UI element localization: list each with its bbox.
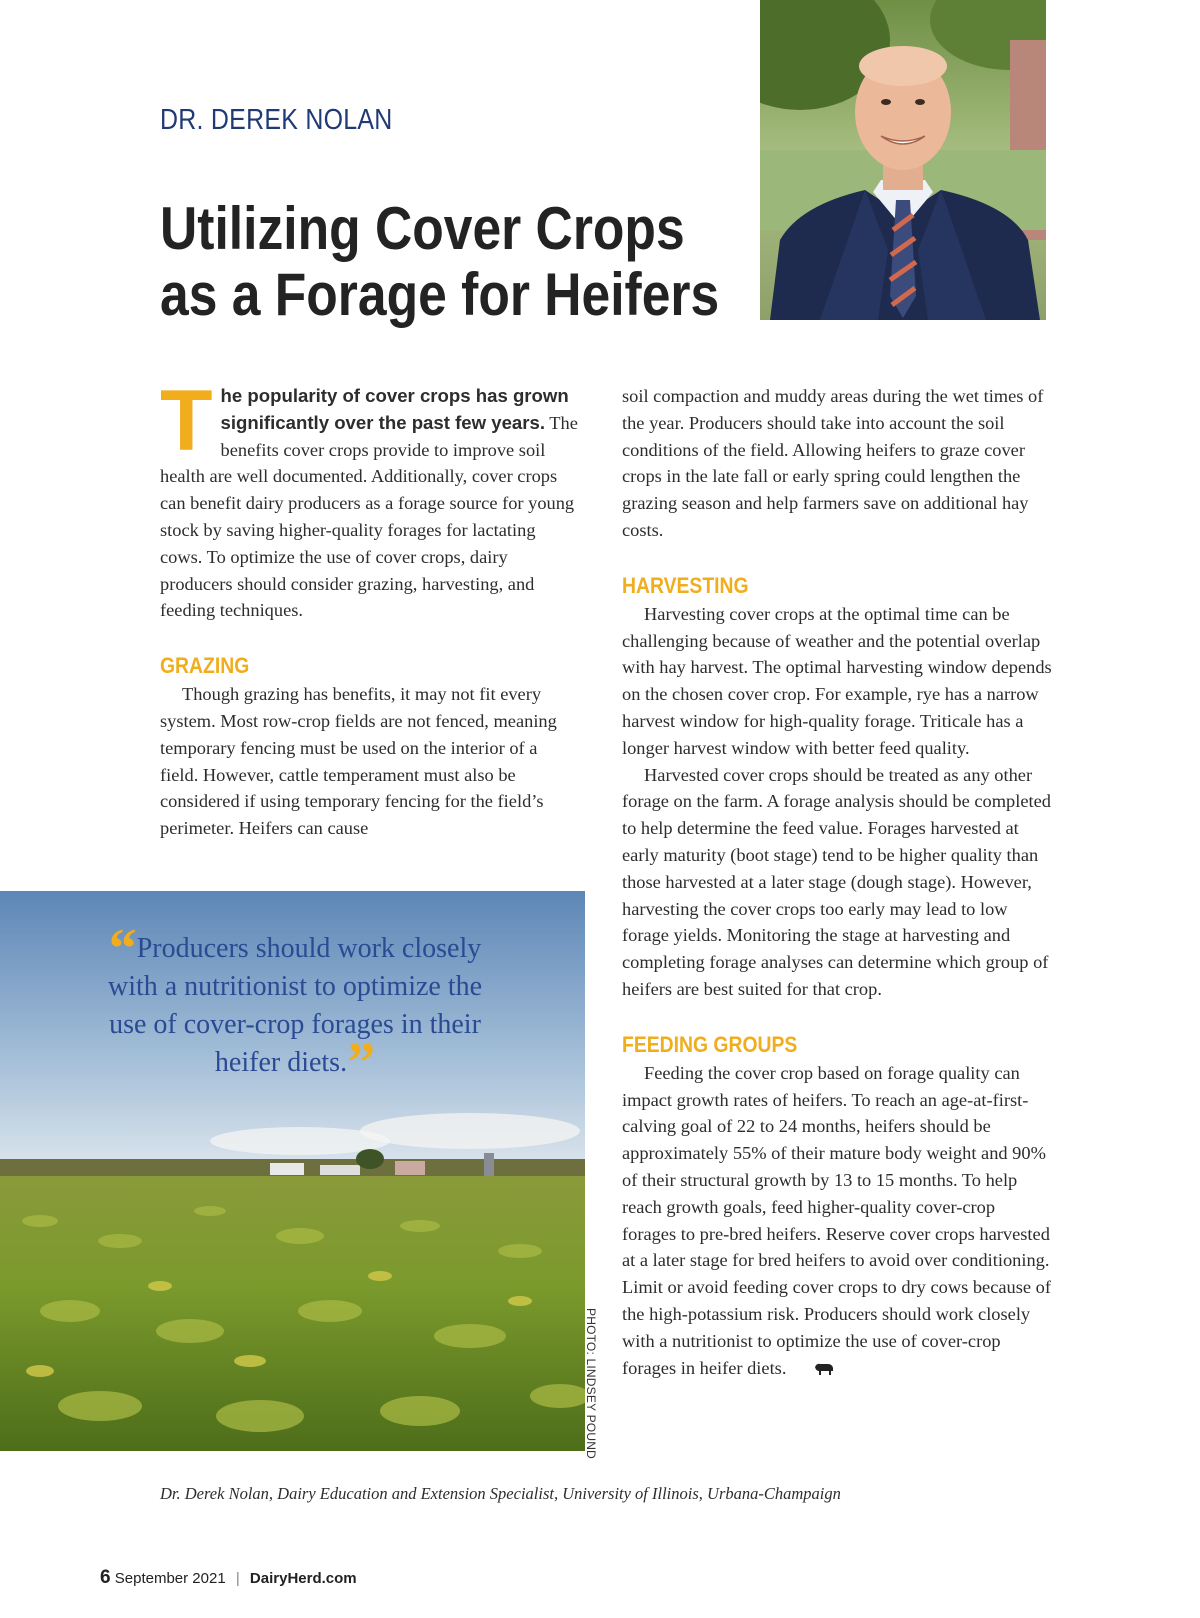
issue-date: September 2021 bbox=[114, 1570, 226, 1587]
close-quote-mark: ” bbox=[347, 1032, 376, 1094]
title-line-1: Utilizing Cover Crops bbox=[160, 195, 685, 262]
author-name: DR. DEREK NOLAN bbox=[160, 104, 393, 136]
harvesting-paragraph-2: Harvested cover crops should be treated as any other forage on the farm. A forage analysis should be completed to help determine the feed value. Forages harvested at early maturity (boot stage) tend to be higher quality than those harvested at a later stage (dough stage). However, harvesting the cover crops too early may lead to low forage yields. Monitoring the stage at harvesting and completing forage analyses can determine which group of heifers are best suited for that crop. bbox=[622, 764, 1051, 999]
article-column-1 bbox=[160, 373, 580, 842]
section-heading-grazing: GRAZING bbox=[160, 653, 250, 679]
cow-end-icon bbox=[792, 1357, 834, 1384]
photo-credit: PHOTO: LINDSEY POUND bbox=[584, 1308, 598, 1459]
page-number: 6 bbox=[100, 1567, 111, 1588]
section-heading-harvesting: HARVESTING bbox=[622, 572, 749, 598]
open-quote-mark: “ bbox=[108, 918, 137, 980]
title-line-2: as a Forage for Heifers bbox=[160, 261, 720, 328]
author-bio: Dr. Derek Nolan, Dairy Education and Extension Specialist, University of Illinois, Urbana-Champaign bbox=[160, 1484, 841, 1503]
footer-separator: | bbox=[235, 1570, 240, 1587]
lead-sentence: he popularity of cover crops has grown significantly over the past few years. bbox=[220, 385, 569, 433]
author-portrait bbox=[760, 0, 1046, 320]
pull-quote bbox=[105, 918, 485, 1094]
site-name: DairyHerd.com bbox=[249, 1570, 357, 1587]
article-column-2 bbox=[622, 383, 1052, 1383]
page-footer bbox=[100, 1567, 357, 1589]
grazing-paragraph: Though grazing has benefits, it may not fit every system. Most row-crop fields are not fenced, meaning temporary fencing must be used on the interior of a field. However, cattle temperament must also be considered if using temporary fencing for the field’s perimeter. Heifers can cause bbox=[160, 684, 557, 839]
intro-paragraph bbox=[160, 373, 580, 624]
harvesting-paragraph-1: Harvesting cover crops at the optimal time can be challenging because of weather and the potential overlap with hay harvest. The optimal harvesting window depends on the chosen cover crop. For example, rye has a narrow harvest window for high-quality forage. Triticale has a longer harvest window with better feed quality. bbox=[622, 603, 1052, 758]
pull-quote-text: Producers should work closely with a nutritionist to optimize the use of cover-crop forages in their heifer diets. bbox=[107, 933, 483, 1078]
grazing-continued: soil compaction and muddy areas during the wet times of the year. Producers should take into account the soil conditions of the field. Allowing heifers to graze cover crops in the late fall or early spring could lengthen the grazing season and help farmers save on additional hay costs. bbox=[622, 386, 1044, 540]
feeding-paragraph bbox=[622, 1060, 1052, 1384]
feeding-text: Feeding the cover crop based on forage quality can impact growth rates of heifers. To reach an age-at-first-calving goal of 22 to 24 months, heifers should be approximately 55% of their mature body weight and 90% of their structural growth by 13 to 15 months. To help reach growth goals, feed higher-quality cover-crop forages to pre-bred heifers. Reserve cover crops harvested at a later stage for bred heifers to avoid over conditioning. Limit or avoid feeding cover crops to dry cows because of the high-potassium risk. Producers should work closely with a nutritionist to optimize the use of cover-crop forages in heifer diets. bbox=[622, 1062, 1051, 1378]
intro-text: The benefits cover crops provide to improve soil health are well documented. Additionally, cover crops can benefit dairy producers as a forage source for young stock by saving higher-quality forages for lactating cows. To optimize the use of cover crops, dairy producers should consider grazing, harvesting, and feeding techniques. bbox=[160, 412, 578, 621]
section-heading-feeding-groups: FEEDING GROUPS bbox=[622, 1031, 798, 1057]
article-title bbox=[160, 196, 719, 328]
drop-cap: T bbox=[160, 373, 213, 469]
